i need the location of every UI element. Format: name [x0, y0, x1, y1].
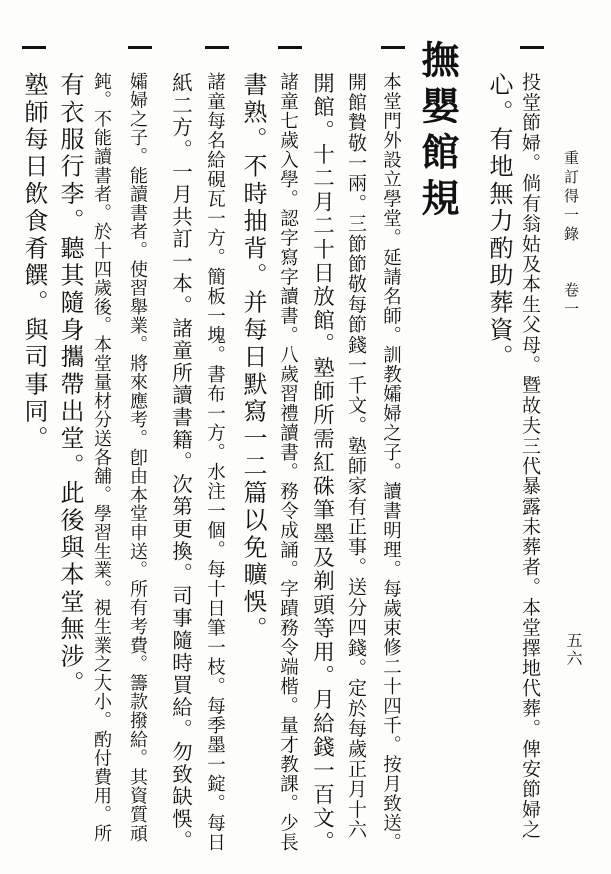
volume-label: 卷一: [562, 282, 580, 320]
text-column-12: 有衣服行李。聽其隨身攜帶出堂。此後與本堂無涉。: [56, 72, 84, 698]
text-column-7: 書熟。不時抽背。并每日默寫一二篇以免曠悞。: [239, 72, 267, 644]
item-marker: [22, 46, 46, 49]
text-column-10: 孀婦之子。能讀書者。使習舉業。將來應考。卽由本堂申送。所有考費。籌款撥給。其資質頑: [127, 72, 148, 843]
section-title: 撫嬰館規: [415, 40, 460, 224]
text-column-9: 紙二方。一月共訂一本。諸童所讀書籍。次第更換。司事隨時買給。勿致缺悞。: [168, 72, 193, 853]
page-number: 五六: [564, 632, 583, 668]
text-column-8: 諸童每名給硯瓦一方。簡板一塊。書布一方。水注一個。每十日筆一枝。每季墨一錠。每日: [204, 72, 226, 852]
running-title: 重訂得一錄: [562, 150, 580, 245]
text-column-5: 開館。十二月二十日放館。塾師所需紅硃筆墨及剃頭等用。月給錢一百文。: [309, 72, 335, 855]
item-marker: [381, 46, 405, 49]
text-column-6: 諸童七歲入學。認字寫字讀書。八歲習禮讀書。務令成誦。字蹟務令端楷。量才教課。少長: [277, 72, 299, 852]
item-marker: [278, 46, 302, 49]
text-column-1: 投堂節婦。倘有翁姑及本生父母。暨故夫三代暴露未葬者。本堂擇地代葬。俾安節婦之: [519, 72, 541, 840]
item-marker: [520, 46, 544, 49]
text-column-4: 開館贄敬一兩。三節節敬每節錢一千文。塾師家有正事。送分四錢。定於每歲正月十六: [345, 72, 367, 840]
text-column-2: 心。有地無力酌助葬資。: [485, 72, 513, 372]
text-column-13: 塾師每日飲食肴饌。與司事同。: [20, 72, 48, 453]
item-marker: [205, 46, 229, 49]
text-column-3: 本堂門外設立學堂。延請名師。訓教孀婦之子。讀書明理。每歲束修二十四千。按月致送。: [380, 72, 402, 852]
item-marker: [128, 46, 152, 49]
text-column-11: 鈍。不能讀書者。於十四歲後。本堂量材分送各舖。學習生業。視生業之大小。酌付費用。所: [91, 72, 112, 843]
